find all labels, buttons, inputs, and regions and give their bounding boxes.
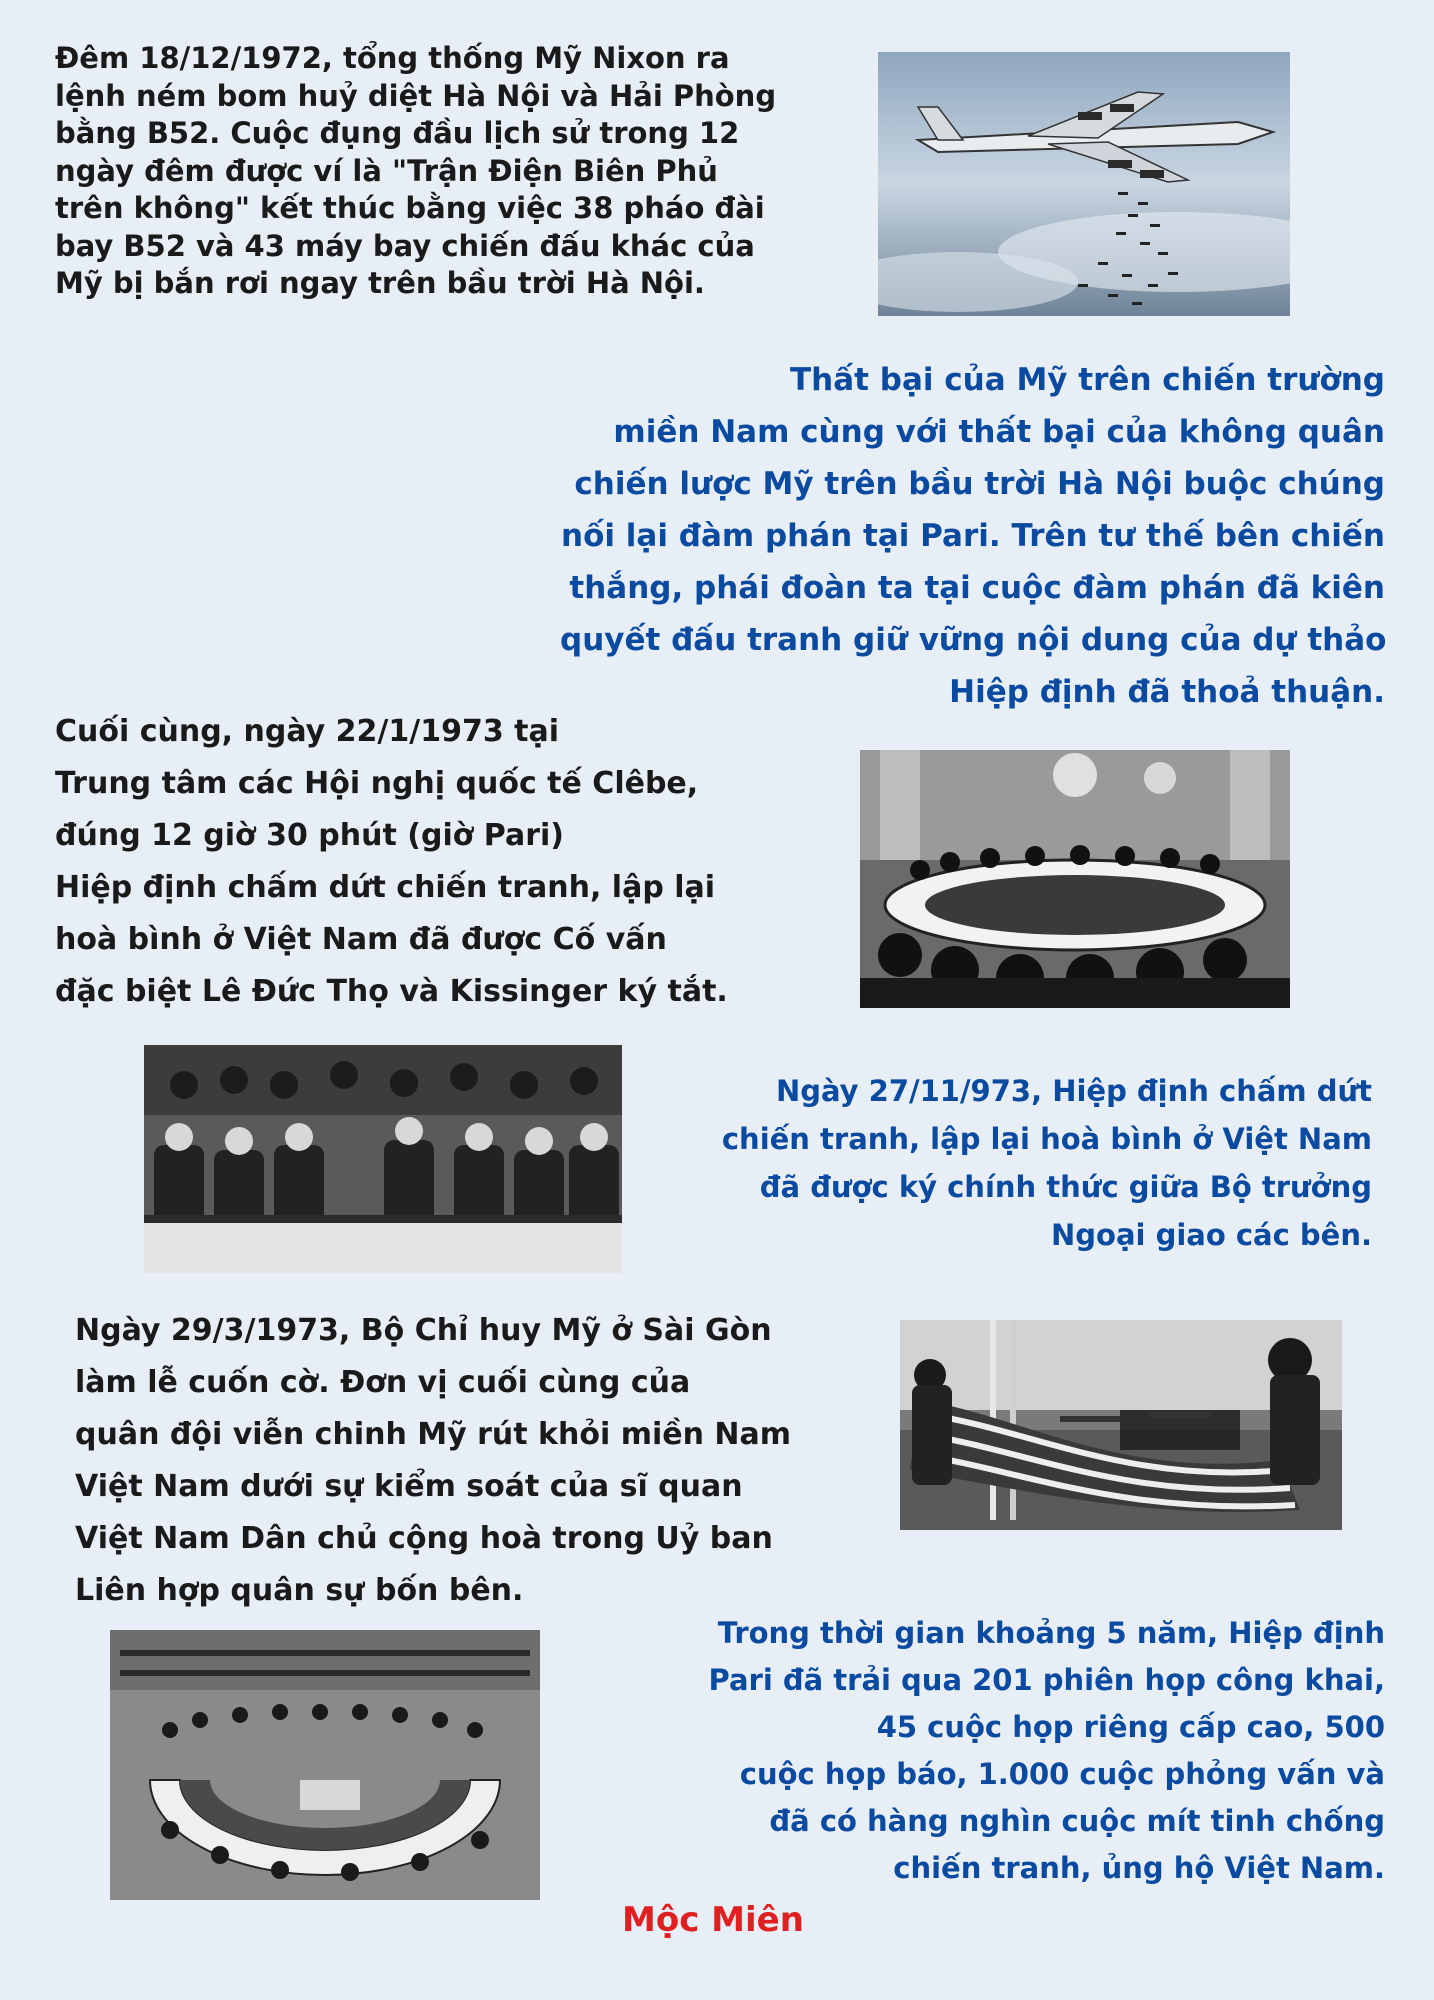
text-line: đã được ký chính thức giữa Bộ trưởng — [759, 1170, 1372, 1204]
text-line: đặc biệt Lê Đức Thọ và Kissinger ký tắt. — [55, 974, 728, 1009]
paragraph-official-signing — [700, 1067, 1372, 1259]
text-line: quyết đấu tranh giữ vững nội dung của dự thảo — [560, 622, 1387, 658]
signing-ceremony-photo — [144, 1045, 622, 1273]
paragraph-statistics — [640, 1610, 1385, 1892]
text-line: 45 cuộc họp riêng cấp cao, 500 — [876, 1710, 1385, 1744]
text-line: ngày đêm được ví là "Trận Điện Biên Phủ — [55, 153, 718, 188]
text-line: Cuối cùng, ngày 22/1/1973 tại — [55, 714, 560, 749]
paragraph-b52-bombing — [55, 40, 775, 303]
text-line: trên không" kết thúc bằng việc 38 pháo đài — [55, 191, 765, 225]
text-line: bay B52 và 43 máy bay chiến đấu khác của — [55, 228, 755, 263]
paragraph-initialing — [55, 706, 795, 1018]
text-line: làm lễ cuốn cờ. Đơn vị cuối cùng của — [75, 1365, 691, 1400]
text-line: chiến tranh, lập lại hoà bình ở Việt Nam — [721, 1122, 1372, 1156]
text-line: chiến lược Mỹ trên bầu trời Hà Nội buộc chúng — [574, 466, 1385, 502]
paragraph-flag-ceremony — [75, 1305, 835, 1617]
author-signature: Mộc Miên — [622, 1900, 804, 1940]
text-line: cuộc họp báo, 1.000 cuộc phỏng vấn và — [739, 1757, 1385, 1791]
text-line: Đêm 18/12/1972, tổng thống Mỹ Nixon ra — [55, 41, 730, 75]
text-line: nối lại đàm phán tại Pari. Trên tư thế bên chiến — [561, 518, 1385, 554]
text-line: Trung tâm các Hội nghị quốc tế Clêbe, — [55, 766, 699, 801]
text-line: Việt Nam Dân chủ cộng hoà trong Uỷ ban — [75, 1521, 773, 1556]
text-line: Pari đã trải qua 201 phiên họp công khai, — [708, 1663, 1385, 1697]
text-line: Liên hợp quân sự bốn bên. — [75, 1573, 524, 1608]
text-line: Trong thời gian khoảng 5 năm, Hiệp định — [717, 1616, 1385, 1650]
text-line: đã có hàng nghìn cuộc mít tinh chống — [769, 1804, 1385, 1838]
text-line: Mỹ bị bắn rơi ngay trên bầu trời Hà Nội. — [55, 266, 705, 300]
text-line: lệnh ném bom huỷ diệt Hà Nội và Hải Phòng — [55, 78, 777, 113]
text-line: thắng, phái đoàn ta tại cuộc đàm phán đã kiên — [569, 570, 1385, 606]
text-line: Ngoại giao các bên. — [1051, 1218, 1372, 1252]
text-line: đúng 12 giờ 30 phút (giờ Pari) — [55, 818, 565, 853]
b52-bomber-photo — [878, 52, 1290, 316]
conference-hall-overhead-photo — [110, 1630, 540, 1900]
conference-round-table-photo — [860, 750, 1290, 1008]
text-line: Thất bại của Mỹ trên chiến trường — [790, 362, 1385, 398]
flag-lowering-photo — [900, 1320, 1342, 1530]
text-line: Hiệp định đã thoả thuận. — [949, 674, 1385, 710]
text-line: miền Nam cùng với thất bại của không quân — [613, 414, 1385, 450]
text-line: chiến tranh, ủng hộ Việt Nam. — [893, 1851, 1385, 1885]
text-line: Ngày 27/11/973, Hiệp định chấm dứt — [775, 1074, 1372, 1108]
text-line: hoà bình ở Việt Nam đã được Cố vấn — [55, 922, 667, 957]
text-line: Việt Nam dưới sự kiểm soát của sĩ quan — [75, 1469, 743, 1504]
text-line: Hiệp định chấm dứt chiến tranh, lập lại — [55, 870, 716, 905]
text-line: quân đội viễn chinh Mỹ rút khỏi miền Nam — [75, 1417, 792, 1452]
paragraph-paris-negotiation — [560, 354, 1385, 718]
text-line: Ngày 29/3/1973, Bộ Chỉ huy Mỹ ở Sài Gòn — [75, 1313, 772, 1348]
text-line: bằng B52. Cuộc đụng đầu lịch sử trong 12 — [55, 116, 740, 150]
